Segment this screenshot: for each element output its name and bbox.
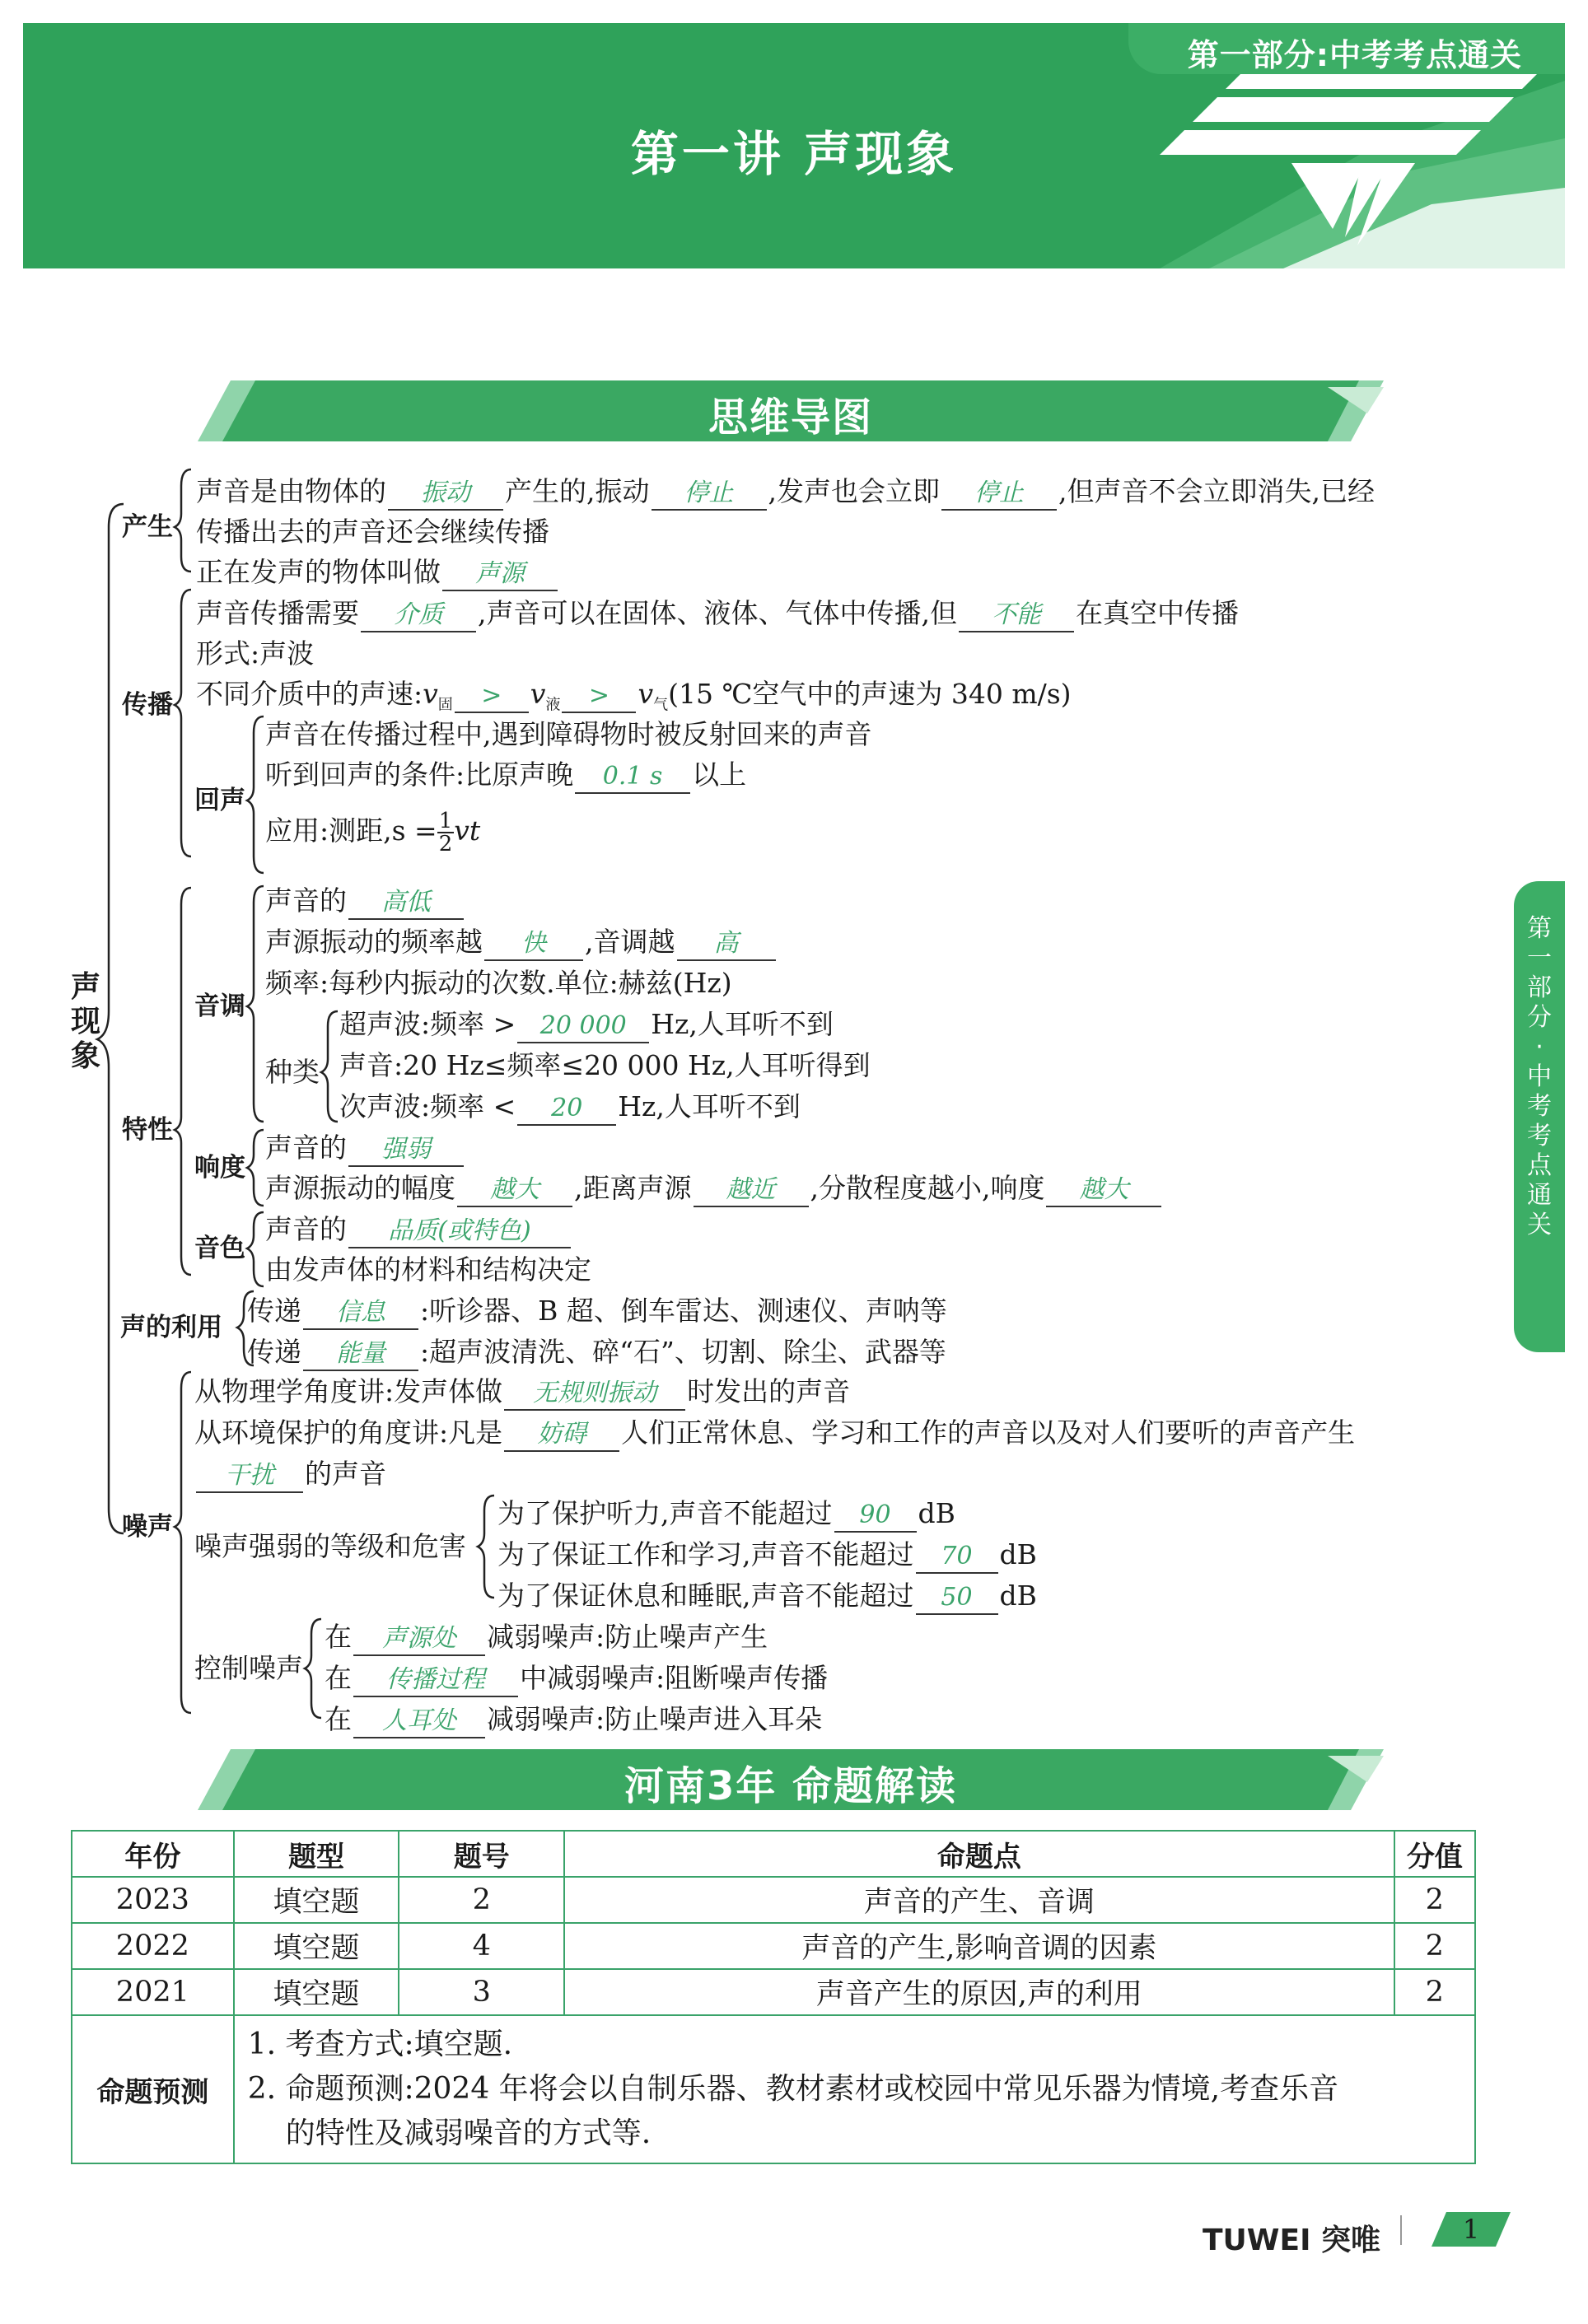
footer-divider <box>1400 2215 1402 2245</box>
answer-blank: 停止 <box>652 478 767 511</box>
mindmap-line: 由发声体的材料和结构决定 <box>265 1253 591 1286</box>
prediction-item: 的特性及减弱噪音的方式等. <box>285 2116 652 2150</box>
lecture-title: 第一讲 声现象 <box>630 126 958 182</box>
mindmap-line: 声音的 品质(或特色) <box>265 1211 572 1248</box>
prediction-content <box>234 2015 1475 2163</box>
table-row <box>72 1923 1475 1969</box>
cell-topic: 声音的产生,影响音调的因素 <box>564 1923 1394 1969</box>
cell-number: 4 <box>399 1923 564 1969</box>
mindmap-line: 传递 能量 :超声波清洗、碎“石”、切割、除尘、武器等 <box>247 1334 946 1371</box>
branch-xiangdu: 响度 <box>194 1153 245 1183</box>
mindmap-line: 传递 信息 :听诊器、B 超、倒车雷达、测速仪、声呐等 <box>247 1293 947 1330</box>
answer-blank: 不能 <box>959 600 1074 632</box>
answer-blank: 声源 <box>442 558 558 591</box>
answer-blank: 传播过程 <box>353 1664 518 1697</box>
mindmap-line: 应用:测距,s = $\frac{1}{2}$ vt <box>265 809 481 856</box>
answer-blank: 50 <box>916 1582 998 1615</box>
answer-blank: 干扰 <box>196 1460 303 1493</box>
answer-blank: 无规则振动 <box>504 1378 685 1411</box>
mindmap-line: 频率:每秒内振动的次数.单位:赫兹(Hz) <box>265 967 732 999</box>
mindmap-line: 在 人耳处 减弱噪声:防止噪声进入耳朵 <box>325 1701 822 1738</box>
branch-yindiao: 音调 <box>194 992 245 1021</box>
answer-blank: 介质 <box>361 600 476 632</box>
col-header-score: 分值 <box>1394 1831 1475 1877</box>
mindmap-line: 在 声源处 减弱噪声:防止噪声产生 <box>325 1619 768 1656</box>
mindmap-line: 声音:20 Hz≤频率≤20 000 Hz,人耳听得到 <box>339 1049 871 1081</box>
cell-year: 2022 <box>72 1923 234 1969</box>
answer-blank: 90 <box>834 1500 917 1533</box>
mindmap-line: 声源振动的幅度 越大 ,距离声源 越近 ,分散程度越小,响度 越大 <box>265 1170 1163 1207</box>
col-header-topic: 命题点 <box>564 1831 1394 1877</box>
answer-blank: 0.1 s <box>575 761 690 794</box>
mindmap-line: 为了保证休息和睡眠,声音不能超过 50 dB <box>497 1578 1037 1615</box>
cell-type: 填空题 <box>234 1923 399 1969</box>
mindmap-line: 超声波:频率 > 20 000 Hz,人耳听不到 <box>339 1006 834 1043</box>
mindmap-line: 声源振动的频率越 快 ,音调越 高 <box>265 924 778 961</box>
page-number-badge <box>1432 2212 1511 2247</box>
prediction-row <box>72 2015 1475 2163</box>
mindmap-line: 从环境保护的角度讲:凡是 妨碍 人们正常休息、学习和工作的声音以及对人们要听的声音产生 <box>194 1415 1355 1452</box>
answer-blank: 70 <box>916 1541 998 1574</box>
answer-blank: 快 <box>484 928 583 961</box>
exam-banner <box>198 1749 1384 1810</box>
mindmap-line: 形式:声波 <box>196 637 315 670</box>
mindmap-root: 声现象 <box>71 970 101 1073</box>
answer-blank: 越近 <box>694 1174 809 1207</box>
answer-blank: > <box>562 680 636 713</box>
answer-blank: 能量 <box>303 1338 418 1371</box>
cell-topic: 声音产生的原因,声的利用 <box>564 1969 1394 2015</box>
cell-type: 填空题 <box>234 1877 399 1923</box>
mindmap-line: 正在发声的物体叫做 声源 <box>196 554 559 591</box>
cell-type: 填空题 <box>234 1969 399 2015</box>
cell-score: 2 <box>1394 1969 1475 2015</box>
answer-blank: 振动 <box>388 478 503 511</box>
table-header-row <box>72 1831 1475 1877</box>
branch-chuanbo: 传播 <box>122 690 173 720</box>
mindmap-line: 声音的 高低 <box>265 883 465 920</box>
mindmap-line: 声音传播需要 介质 ,声音可以在固体、液体、气体中传播,但 不能 在真空中传播 <box>196 595 1239 632</box>
cell-score: 2 <box>1394 1877 1475 1923</box>
mindmap-line: 为了保护听力,声音不能超过 90 dB <box>497 1496 955 1533</box>
prediction-item: 2. 命题预测:2024 年将会以自制乐器、教材素材或校园中常见乐器为情境,考查乐音 <box>247 2072 1339 2106</box>
cell-year: 2023 <box>72 1877 234 1923</box>
answer-blank: 强弱 <box>348 1134 464 1167</box>
branch-zhonglei: 种类 <box>265 1056 320 1088</box>
side-tab <box>1514 881 1565 1352</box>
branch-yinse: 音色 <box>194 1234 245 1263</box>
mindmap-line: 次声波:频率 < 20 Hz,人耳听不到 <box>339 1089 801 1126</box>
answer-blank: 信息 <box>303 1297 418 1330</box>
cell-topic: 声音的产生、音调 <box>564 1877 1394 1923</box>
branch-liyong: 声的利用 <box>120 1313 222 1342</box>
cell-number: 3 <box>399 1969 564 2015</box>
fraction: $\frac{1}{2}$ <box>438 809 453 856</box>
answer-blank: 20 <box>517 1093 616 1126</box>
prediction-item: 1. 考查方式:填空题. <box>247 2028 513 2061</box>
branch-kongzhi: 控制噪声 <box>194 1652 303 1684</box>
answer-blank: > <box>455 680 529 713</box>
answer-blank: 人耳处 <box>353 1706 485 1738</box>
mindmap-line: 干扰 的声音 <box>194 1456 386 1493</box>
mindmap-line: 声音的 强弱 <box>265 1130 465 1167</box>
branch-huisheng: 回声 <box>194 786 245 815</box>
cell-score: 2 <box>1394 1923 1475 1969</box>
answer-blank: 声源处 <box>353 1623 485 1656</box>
mindmap-line: 不同介质中的声速$:v_固 > v_液 > v_气(15$ ℃空气中的声速为 340 m/s) <box>196 678 1072 714</box>
side-tab-label: 第一部分·中考考点通关 <box>1527 914 1552 1239</box>
table-row <box>72 1877 1475 1923</box>
cell-number: 2 <box>399 1877 564 1923</box>
branch-zaosheng: 噪声 <box>122 1512 173 1542</box>
answer-blank: 停止 <box>941 478 1057 511</box>
col-header-year: 年份 <box>72 1831 234 1877</box>
mindmap-line: 听到回声的条件:比原声晚 0.1 s 以上 <box>265 757 746 794</box>
branch-dengji: 噪声强弱的等级和危害 <box>194 1530 466 1562</box>
answer-blank: 品质(或特色) <box>348 1216 571 1248</box>
mindmap-title: 思维导图 <box>708 394 873 441</box>
branch-chansheng: 产生 <box>122 512 173 542</box>
table-row <box>72 1969 1475 2015</box>
part-label: 第一部分:中考考点通关 <box>1187 37 1522 73</box>
answer-blank: 高 <box>677 928 776 961</box>
mindmap-line: 在 传播过程 中减弱噪声:阻断噪声传播 <box>325 1660 828 1697</box>
exam-title: 河南3年 命题解读 <box>624 1763 958 1809</box>
answer-blank: 妨碍 <box>504 1419 619 1452</box>
col-header-number: 题号 <box>399 1831 564 1877</box>
prediction-label: 命题预测 <box>72 2015 234 2163</box>
mindmap-line: 传播出去的声音还会继续传播 <box>196 516 549 548</box>
page-number: 1 <box>1462 2214 1480 2245</box>
branch-texing: 特性 <box>122 1115 173 1145</box>
cell-year: 2021 <box>72 1969 234 2015</box>
answer-blank: 越大 <box>457 1174 572 1207</box>
mindmap-line: 声音是由物体的 振动 产生的,振动 停止 ,发声也会立即 停止 ,但声音不会立即消失,已经 <box>196 474 1375 511</box>
mindmap-line: 从物理学角度讲:发声体做 无规则振动 时发出的声音 <box>194 1374 850 1411</box>
answer-blank: 越大 <box>1046 1174 1161 1207</box>
mindmap-line: 为了保证工作和学习,声音不能超过 70 dB <box>497 1537 1037 1574</box>
footer-brand: TUWEI 突唯 <box>1203 2224 1381 2257</box>
answer-blank: 20 000 <box>517 1010 649 1043</box>
answer-blank: 高低 <box>348 887 464 920</box>
mindmap-line: 声音在传播过程中,遇到障碍物时被反射回来的声音 <box>265 718 872 750</box>
col-header-type: 题型 <box>234 1831 399 1877</box>
exam-table <box>71 1830 1476 2164</box>
